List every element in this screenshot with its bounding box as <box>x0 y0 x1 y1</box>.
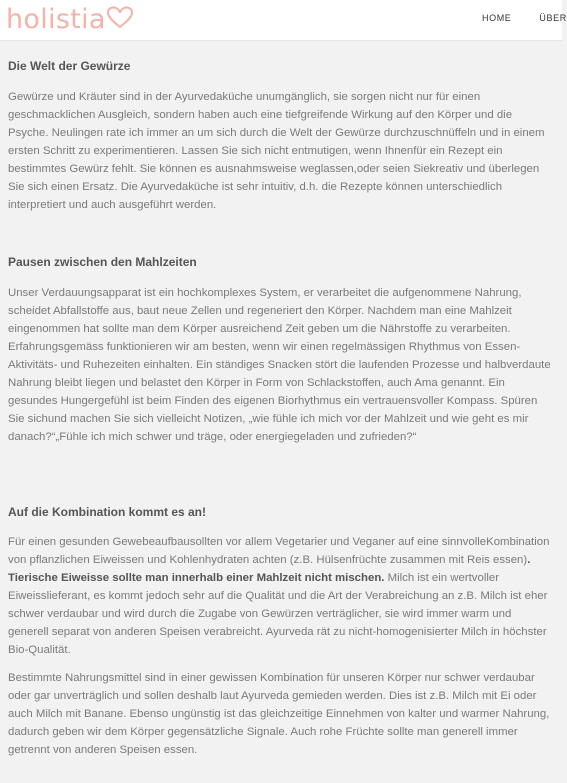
section-title-pausen: Pausen zwischen den Mahlzeiten <box>8 255 197 269</box>
logo-text: holistia <box>6 3 106 35</box>
paragraph-pausen: Unser Verdauungsapparat ist ein hochkomplexes System, er verarbeitet die aufgenommene Nahrung, scheidet Abfallstoffe aus, baut neue Zellen und regeneriert den Körper. Nachdem man eine Mahlzeit eingenommen hat sollte man dem Körper ausreichend Zeit geben um die Nährstoffe zu verarbeiten. Erfahrungsgemäss funktionieren wir am besten, wenn wir einen regelmässigen Rhythmus von Essen- Aktivitäts- und Ruhezeiten einhalten. Ein ständiges Snacken stört die laufenden Prozesse und halbverdaute Nahrung bleibt liegen und belastet den Körper in Form von Schlackstoffen, auch Ama genannt. Ein gesundes Hungergefühl ist beim Finden des eigenen Biorhythmus ein vertrauensvoller Kompass. Spüren Sie sichund machen Sie sich vielleicht Notizen, „wie fühle ich mich vor der Mahlzeit und wie geht es mir danach?“„Fühle ich mich schwer und träge, oder energiegeladen und zufrieden?“ <box>8 287 551 443</box>
nav-ueber[interactable]: ÜBER <box>539 13 567 23</box>
paragraph-kombination-2: Bestimmte Nahrungsmittel sind in einer gewissen Kombination für unseren Körper nur schwer verdaubar oder gar unverträglich und sollen deshalb laut Ayurveda gemieden werden. Dies ist z.B. Milch mit Ei oder auch Milch mit Banane. Ebenso ungünstig ist das gleichzeitige Einnehmen von kalter und warmer Nahrung, dadurch geben wir dem Körper gegensätzliche Signale. Auch rohe Früchte sollte man generell immer getrennt von anderen Speisen essen. <box>8 672 550 756</box>
logo[interactable] <box>6 2 133 36</box>
paragraph-kombination-1-bold: . Tierische Eiweisse sollte man innerhalb einer Mahlzeit nicht mischen. <box>8 554 531 584</box>
paragraph-gewuerze: Gewürze und Kräuter sind in der Ayurvedaküche unumgänglich, sie sorgen nicht nur für einen geschmacklichen Ausgleich, sondern haben auch eine tiefgreifende Wirkung auf den Körper und die Psyche. Neulingen rate ich immer an um sich durch die Welt der Gewürze durchzuschnüffeln und in einem ersten Schritt zu experimentieren. Lassen Sie sich nicht entmutigen, wenn Ihnenfür ein Rezept ein bestimmtes Gewürz fehlt. Sie können es ausnahmsweise weglassen,oder seien Siekreativ und überlegen Sie sich einen Ersatz. Die Ayurvedaküche ist sehr intuitiv, d.h. die Rezepte können unterschiedlich interpretiert und auch ausgeführt werden. <box>8 91 545 211</box>
paragraph-kombination-1b: Milch ist ein wertvoller Eiweisslieferant, es kommt jedoch sehr auf die Qualität und die Art der Verabreichung an z.B. Milch ist eher schwer verdaubar und wird durch die Zugabe von Gewürzen verträglicher, sie wird immer warm und generell separat von anderen Speisen verabreicht. Ayurveda rät zu nicht-homogenisierter Milch in höchster Bio-Qualität. <box>8 572 548 656</box>
section-title-kombination: Auf die Kombination kommt es an! <box>8 505 207 519</box>
nav-home[interactable]: HOME <box>482 13 512 23</box>
paragraph-kombination-1 <box>8 533 554 659</box>
site-header <box>0 0 567 41</box>
section-title-gewuerze: Die Welt der Gewürze <box>8 59 131 73</box>
heart-icon <box>107 6 133 35</box>
main-nav <box>482 13 567 23</box>
paragraph-kombination-1a: Für einen gesunden Gewebeaufbausollten vor allem Vegetarier und Veganer auf eine sinnvolleKombination von pflanzlichen Eiweissen und Kohlenhydraten achten (z.B. Hülsenfrüchte zusammen mit Reis essen) <box>8 536 550 566</box>
